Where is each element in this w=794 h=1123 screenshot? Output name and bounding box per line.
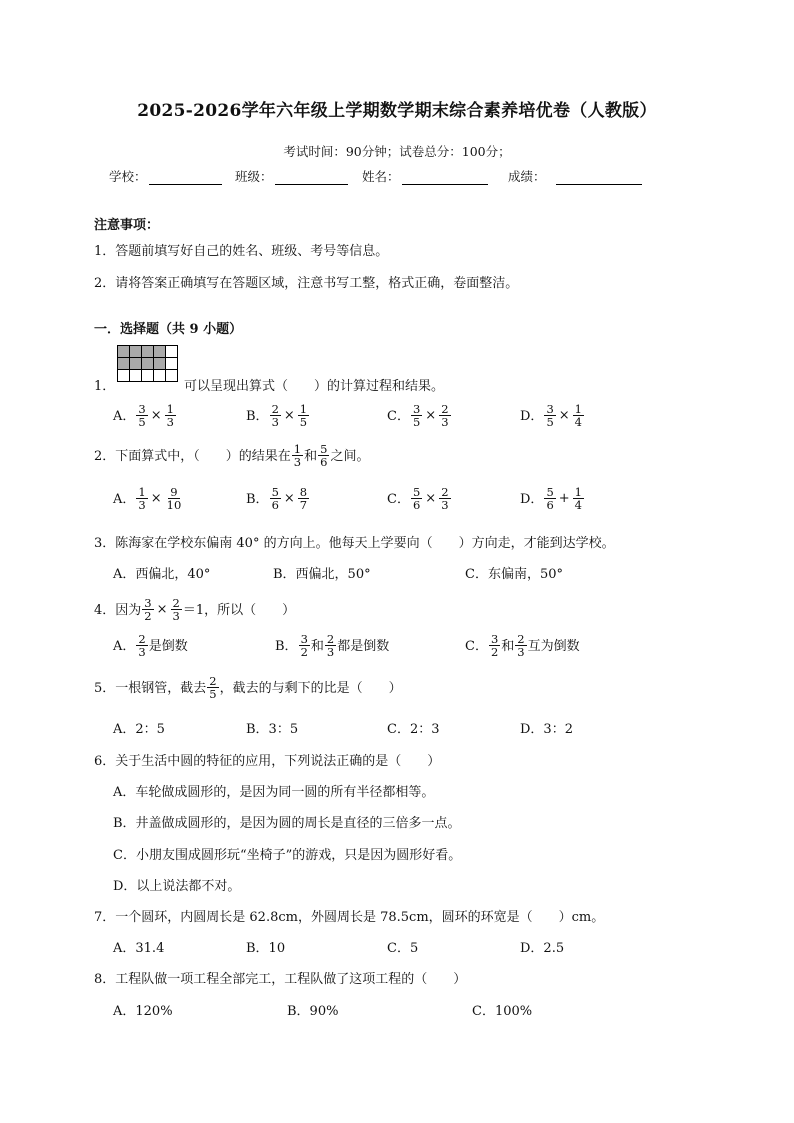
q6-option-d[interactable]: D．以上说法都不对。 xyxy=(113,879,241,894)
q8-option-a[interactable]: A．120% xyxy=(113,1004,173,1019)
q1-stem: 可以呈现出算式（ ）的计算过程和结果。 xyxy=(184,379,445,394)
q3-option-b[interactable]: B．西偏北，50° xyxy=(273,567,371,582)
note-1: 1．答题前填写好自己的姓名、班级、考号等信息。 xyxy=(94,244,389,259)
q7-option-b[interactable]: B．10 xyxy=(246,941,286,956)
q1-option-d[interactable]: D． $\frac{3}{5}$ × $\frac{1}{4}$ xyxy=(520,402,582,429)
q2-option-b[interactable]: B． $\frac{5}{6}$ × $\frac{8}{7}$ xyxy=(246,485,308,512)
section-heading: 一．选择题（共 9 小题） xyxy=(94,322,243,337)
page-title: 2025-2026学年六年级上学期数学期末综合素养培优卷（人教版） xyxy=(137,101,657,121)
class-label: 班级： xyxy=(235,169,273,184)
q7-option-c[interactable]: C．5 xyxy=(387,941,419,956)
q2-option-a[interactable]: A． $\frac{1}{3}$ × $\frac{9}{10}$ xyxy=(113,485,182,512)
fraction-grid-figure xyxy=(117,345,178,382)
q6-option-c[interactable]: C．小朋友围成圆形玩“坐椅子”的游戏，只是因为圆形好看。 xyxy=(113,848,462,863)
q2-stem: 2．下面算式中，（ ）的结果在 $\frac{1}{3}$ 和 $\frac{5}{6}$ 之间。 xyxy=(94,442,370,469)
q1-number: 1． xyxy=(94,379,116,394)
q4-option-b[interactable]: B． $\frac{3}{2}$ 和 $\frac{2}{3}$ 都是倒数 xyxy=(275,632,390,659)
class-field[interactable] xyxy=(235,167,348,185)
q7-option-a[interactable]: A．31.4 xyxy=(113,941,165,956)
q8-option-c[interactable]: C．100% xyxy=(472,1004,533,1019)
q5-option-b[interactable]: B．3：5 xyxy=(246,722,299,737)
q5-option-d[interactable]: D．3：2 xyxy=(520,722,573,737)
q4-stem: 4．因为 $\frac{3}{2}$ × $\frac{2}{3}$ ＝1，所以（ ） xyxy=(94,596,296,623)
q5-option-c[interactable]: C．2：3 xyxy=(387,722,440,737)
q5-stem: 5．一根钢管，截去 $\frac{2}{5}$ ，截去的与剩下的比是（ ） xyxy=(94,674,402,701)
q1-option-b[interactable]: B． $\frac{2}{3}$ × $\frac{1}{5}$ xyxy=(246,402,308,429)
school-blank[interactable] xyxy=(149,170,222,185)
q2-option-c[interactable]: C． $\frac{5}{6}$ × $\frac{2}{3}$ xyxy=(387,485,449,512)
q7-option-d[interactable]: D．2.5 xyxy=(520,941,565,956)
class-blank[interactable] xyxy=(275,170,348,185)
exam-meta: 考试时间：90分钟；试卷总分：100分； xyxy=(283,144,511,159)
q1-option-a[interactable]: A． $\frac{3}{5}$ × $\frac{1}{3}$ xyxy=(113,402,174,429)
q8-stem: 8．工程队做一项工程全部完工，工程队做了这项工程的（ ） xyxy=(94,972,467,987)
q2-option-d[interactable]: D． $\frac{5}{6}$ + $\frac{1}{4}$ xyxy=(520,485,582,512)
note-2: 2．请将答案正确填写在答题区域，注意书写工整，格式正确，卷面整洁。 xyxy=(94,276,519,291)
notes-heading: 注意事项： xyxy=(94,218,160,233)
q6-option-b[interactable]: B．井盖做成圆形的，是因为圆的周长是直径的三倍多一点。 xyxy=(113,816,461,831)
q6-option-a[interactable]: A．车轮做成圆形的，是因为同一圆的所有半径都相等。 xyxy=(113,785,435,800)
name-field[interactable] xyxy=(362,167,488,185)
q3-stem: 3．陈海家在学校东偏南 40° 的方向上。他每天上学要向（ ）方向走，才能到达学校。 xyxy=(94,536,615,551)
q3-option-a[interactable]: A．西偏北，40° xyxy=(113,567,211,582)
q4-option-a[interactable]: A． $\frac{2}{3}$ 是倒数 xyxy=(113,632,188,659)
name-blank[interactable] xyxy=(402,170,488,185)
score-blank[interactable] xyxy=(556,170,642,185)
q7-stem: 7．一个圆环，内圆周长是 62.8cm，外圆周长是 78.5cm，圆环的环宽是（ ）cm。 xyxy=(94,910,605,925)
school-label: 学校： xyxy=(109,169,147,184)
name-label: 姓名： xyxy=(362,169,400,184)
q4-option-c[interactable]: C． $\frac{3}{2}$ 和 $\frac{2}{3}$ 互为倒数 xyxy=(465,632,580,659)
score-label: 成绩： xyxy=(508,169,546,184)
q3-option-c[interactable]: C．东偏南，50° xyxy=(465,567,563,582)
q5-option-a[interactable]: A．2：5 xyxy=(113,722,165,737)
q1-option-c[interactable]: C． $\frac{3}{5}$ × $\frac{2}{3}$ xyxy=(387,402,449,429)
q8-option-b[interactable]: B．90% xyxy=(287,1004,339,1019)
school-field[interactable] xyxy=(109,167,222,185)
q6-stem: 6．关于生活中圆的特征的应用，下列说法正确的是（ ） xyxy=(94,754,441,769)
score-field[interactable] xyxy=(508,167,642,185)
